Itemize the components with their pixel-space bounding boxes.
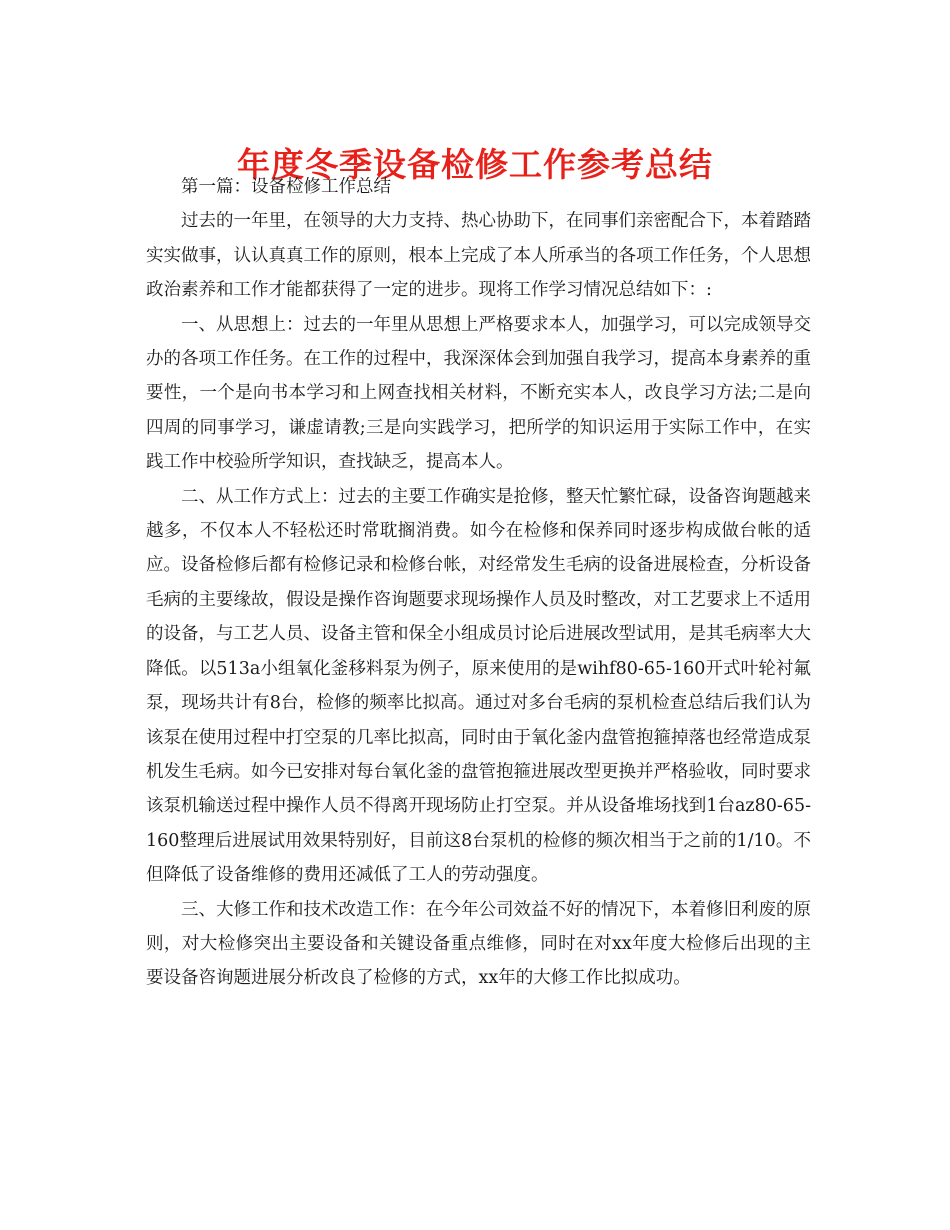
document-body — [146, 170, 811, 996]
paragraph-ideology: 一、从思想上：过去的一年里从思想上严格要求本人，加强学习，可以完成领导交办的各项工作任务。在工作的过程中，我深深体会到加强自我学习，提高本身素养的重要性，一个是向书本学习和上网查找相关材料，不断充实本人，改良学习方法;二是向四周的同事学习，谦虚请教;三是向实践学习，把所学的知识运用于实际工作中，在实践工作中校验所学知识，查找缺乏，提高本人。 — [146, 314, 811, 473]
page-title: 年度冬季设备检修工作参考总结 — [237, 145, 713, 185]
paragraph-intro: 过去的一年里，在领导的大力支持、热心协助下，在同事们亲密配合下，本着踏踏实实做事，认认真真工作的原则，根本上完成了本人所承当的各项工作任务，个人思想政治素养和工作才能都获得了一定的进步。现将工作学习情况总结如下：: — [146, 211, 811, 301]
section-heading: 第一篇：设备检修工作总结 — [181, 177, 391, 197]
paragraph-overhaul: 三、大修工作和技术改造工作：在今年公司效益不好的情况下，本着修旧利废的原则，对大检修突出主要设备和关键设备重点维修，同时在对xx年度大检修后出现的主要设备咨询题进展分析改良了检修的方式，xx年的大修工作比拟成功。 — [146, 899, 811, 989]
paragraph-work-method: 二、从工作方式上：过去的主要工作确实是抢修，整天忙繁忙碌，设备咨询题越来越多，不仅本人不轻松还时常耽搁消费。如今在检修和保养同时逐步构成做台帐的适应。设备检修后都有检修记录和检修台帐，对经常发生毛病的设备进展检查，分析设备毛病的主要缘故，假设是操作咨询题要求现场操作人员及时整改，对工艺要求上不适用的设备，与工艺人员、设备主管和保全小组成员讨论后进展改型试用，是其毛病率大大降低。以513a小组氧化釜移料泵为例子，原来使用的是wihf80-65-160开式叶轮衬氟泵，现场共计有8台，检修的频率比拟高。通过对多台毛病的泵机检查总结后我们认为该泵在使用过程中打空泵的几率比拟高，同时由于氧化釜内盘管抱箍掉落也经常造成泵机发生毛病。如今已安排对每台氧化釜的盘管抱箍进展改型更换并严格验收，同时要求该泵机输送过程中操作人员不得离开现场防止打空泵。并从设备堆场找到1台az80-65-160整理后进展试用效果特别好，目前这8台泵机的检修的频次相当于之前的1/10。不但降低了设备维修的费用还减低了工人的劳动强度。 — [146, 486, 811, 886]
